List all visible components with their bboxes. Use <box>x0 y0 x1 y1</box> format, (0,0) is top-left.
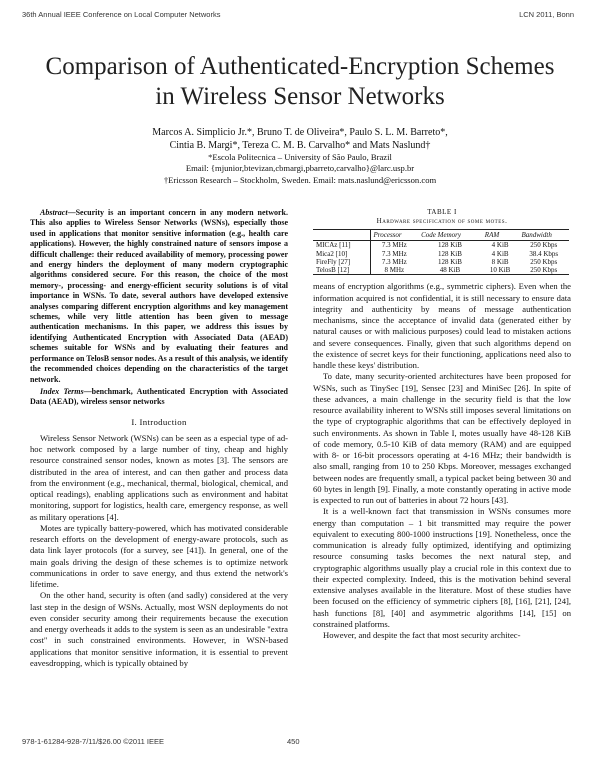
index-terms <box>30 387 288 408</box>
table-cell: 7.3 MHz <box>381 249 407 258</box>
table-header-cell: Processor <box>370 230 418 241</box>
page-number: 450 <box>287 737 300 746</box>
title-line-1: Comparison of Authenticated-Encryption Schemes <box>45 53 555 80</box>
table-cell: 128 KiB <box>437 241 462 250</box>
table-row <box>313 258 569 266</box>
table-header-cell: RAM <box>482 230 519 241</box>
table-header-cell <box>313 230 370 241</box>
section-heading: I. Introduction <box>131 416 187 427</box>
table-cell: 7.3 MHz <box>381 257 407 266</box>
abstract-label: Abstract <box>40 208 68 217</box>
intro-paragraph-1: Wireless Sensor Network (WSNs) can be seen as a especial type of ad-hoc network composed by a large number of tiny, cheap and highly resource constrained sensor nodes, known as motes [3]. The sensors are distributed in the area of interest, and can then gather and process data from the environment (e.g., mechanical, thermal, biological, chemical, and optical readings), enabling applications such as environment and habitat monitoring, support for logistics, health care, emergency response, as well as military operations [4]. <box>30 432 288 522</box>
abstract <box>30 208 288 385</box>
intro-paragraph-2: Motes are typically battery-powered, which has motivated considerable research efforts on the development of energy-aware protocols, such as data link layer protocols (for a survey, see [41]). In general, one of the main goals driving the design of these schemes is to optimize network communications in order to save energy, and thus extend the network's lifetime. <box>30 522 288 590</box>
table-caption-text: Hardware specification of some motes. <box>376 217 508 225</box>
index-terms-text: —benchmark, Authenticated Encryption with Associated Data (AEAD), wireless sensor networks <box>30 386 289 407</box>
table-cell: 250 Kbps <box>530 241 558 250</box>
index-terms-label: Index Terms <box>40 386 84 396</box>
left-column <box>30 208 288 669</box>
table-row <box>313 241 569 250</box>
body-paragraph-3: However, and despite the fact that most security architec- <box>323 630 521 641</box>
hardware-spec-table <box>313 229 569 275</box>
intro-paragraph-3: On the other hand, security is often (and sadly) considered at the very last step in the design of WSNs. Actually, most WSN deployments do not even consider security among their requirements because the execution and energy overheads it adds to the system is seen as an undesirable "extra cost" in such constrained environments. However, in WSN-based applications that monitor sensitive information, it is essential to prevent eavesdropping, which is typically obtained by <box>30 590 288 668</box>
table-cell: 7.3 MHz <box>381 241 407 250</box>
table-cell: 250 Kbps <box>518 266 569 275</box>
table-cell: 38.4 Kbps <box>529 249 559 258</box>
affiliation-2: †Ericsson Research – Stockholm, Sweden. Email: mats.naslund@ericsson.com <box>163 174 437 185</box>
table-cell: 8 MHz <box>370 266 418 275</box>
table-row <box>313 266 569 275</box>
table-row <box>313 250 569 258</box>
table-cell: 10 KiB <box>482 266 519 275</box>
conference-short: LCN 2011, Bonn <box>519 10 574 19</box>
table-cell: TelosB [12] <box>313 266 370 275</box>
authors-line-1: Marcos A. Simplicio Jr.*, Bruno T. de Oliveira*, Paulo S. L. M. Barreto*, <box>152 127 448 138</box>
table-cell: 48 KiB <box>418 266 482 275</box>
table-cell: 4 KiB <box>491 241 509 250</box>
body-paragraph-2: It is a well-known fact that transmission in WSNs consumes more energy than computation – 1 bit transmitted may require the power equivalent to executing 800-1000 instructions [19]. Nonetheless, once the communication is already fully optimized, identifying and optimizing resource consuming tasks becomes the next natural step, and cryptographic algorithms usually play a crucial role in this context due to their expected complexity. Indeed, this is the motivation behind several extensive analyses available in the literature. Most of these studies have been focused on the efficiency of symmetric ciphers [8], [16], [21], [24], hash functions [8], [40] and asymmetric algorithms [14], [15] on constrained platforms. <box>313 506 571 629</box>
title-line-2: in Wireless Sensor Networks <box>155 83 445 110</box>
table-cell: MICAz [11] <box>313 241 370 250</box>
table-cell: 250 Kbps <box>530 257 558 266</box>
authors <box>0 126 600 152</box>
table-cell: 128 KiB <box>437 249 462 258</box>
table-cell: 128 KiB <box>437 257 462 266</box>
abstract-text: —Security is an important concern in any modern network. This also applies to Wireless Sensor Networks (WSNs), especially those used in applications that monitor sensitive information (e.g., health care applications). However, the highly constrained nature of sensors impose a difficult challenge: their reduced availability of memory, processing power and energy hinders the deployment of many modern cryptographic algorithms considered secure. For this reason, the choice of the most memory-, processing- and energy-efficient security solutions is of vital importance in WSNs. To date, several authors have developed extensive analyses comparing different encryption algorithms and key management schemes, while very little attention has been given to message authentication mechanisms. In this paper, we address this issues by identifying Authenticated Encryption with Associated Data (AEAD) schemes suitable for WSNs and by evaluating their features and performance on TelosB sensor nodes. As a result of this analysis, we identify the recommended choices depending on the characteristics of the target network. <box>30 208 288 384</box>
authors-line-2: Cintia B. Margi*, Tereza C. M. B. Carvalho* and Mats Naslund† <box>169 140 431 151</box>
body-paragraph-1: To date, many security-oriented architectures have been proposed for WSNs, such as TinySec [19], Sensec [23] and MiniSec [26]. In spite of these advances, a main challenge in the security field is that the low resource availability inherent to WSNs still imposes several limitations on the type of cryptographic algorithms that can be effectively deployed in such environments. As shown in Table I, motes usually have 48-128 KiB of code memory, 0.5-10 KiB of data memory (RAM) and are equipped with 8- or 16-bit processors operating at 4-16 MHz; their bandwidth is also small, ranging from 10 to 250 Kbps. Moreover, messages exchanged between nodes are frequently small, a typical packet being between 30 and 60 bytes in length [9]. Finally, a mote constantly operating in active mode is expected to run out of batteries in about 72 hours [43]. <box>313 371 571 506</box>
table-header-row <box>313 230 569 241</box>
footer-isbn: 978-1-61284-928-7/11/$26.00 ©2011 IEEE <box>22 737 165 746</box>
continued-paragraph: means of encryption algorithms (e.g., symmetric ciphers). Even when the information acquired is not confidential, it is still necessary to ensure data integrity and authenticity by means of message authentication mechanisms, since the acceptance of invalid data (generated either by natural causes or with malicious purposes) could lead to mistaken actions and severe consequences. Finally, given that such algorithms depend on the existence of secret keys for their functioning, applications need also to handle these keys' distribution. <box>313 281 571 371</box>
table-cell: 4 KiB <box>491 249 509 258</box>
right-column <box>313 208 571 641</box>
affiliation-1-email: Email: {mjunior,btevizan,cbmargi,pbarreto,carvalho}@larc.usp.br <box>185 163 415 174</box>
conference-header: 36th Annual IEEE Conference on Local Computer Networks <box>22 10 221 19</box>
table-cell: 8 KiB <box>491 257 509 266</box>
table-cell: Mica2 [10] <box>313 250 370 258</box>
affiliation-1: *Escola Politecnica – University of São Paulo, Brazil <box>208 152 392 162</box>
affiliations <box>0 152 600 186</box>
table-header-cell: Code Memory <box>418 230 482 241</box>
table-caption-number: TABLE I <box>427 208 457 216</box>
table-cell: FireFly [27] <box>313 258 370 266</box>
table-header-cell: Bandwidth <box>518 230 569 241</box>
paper-title <box>0 52 600 112</box>
